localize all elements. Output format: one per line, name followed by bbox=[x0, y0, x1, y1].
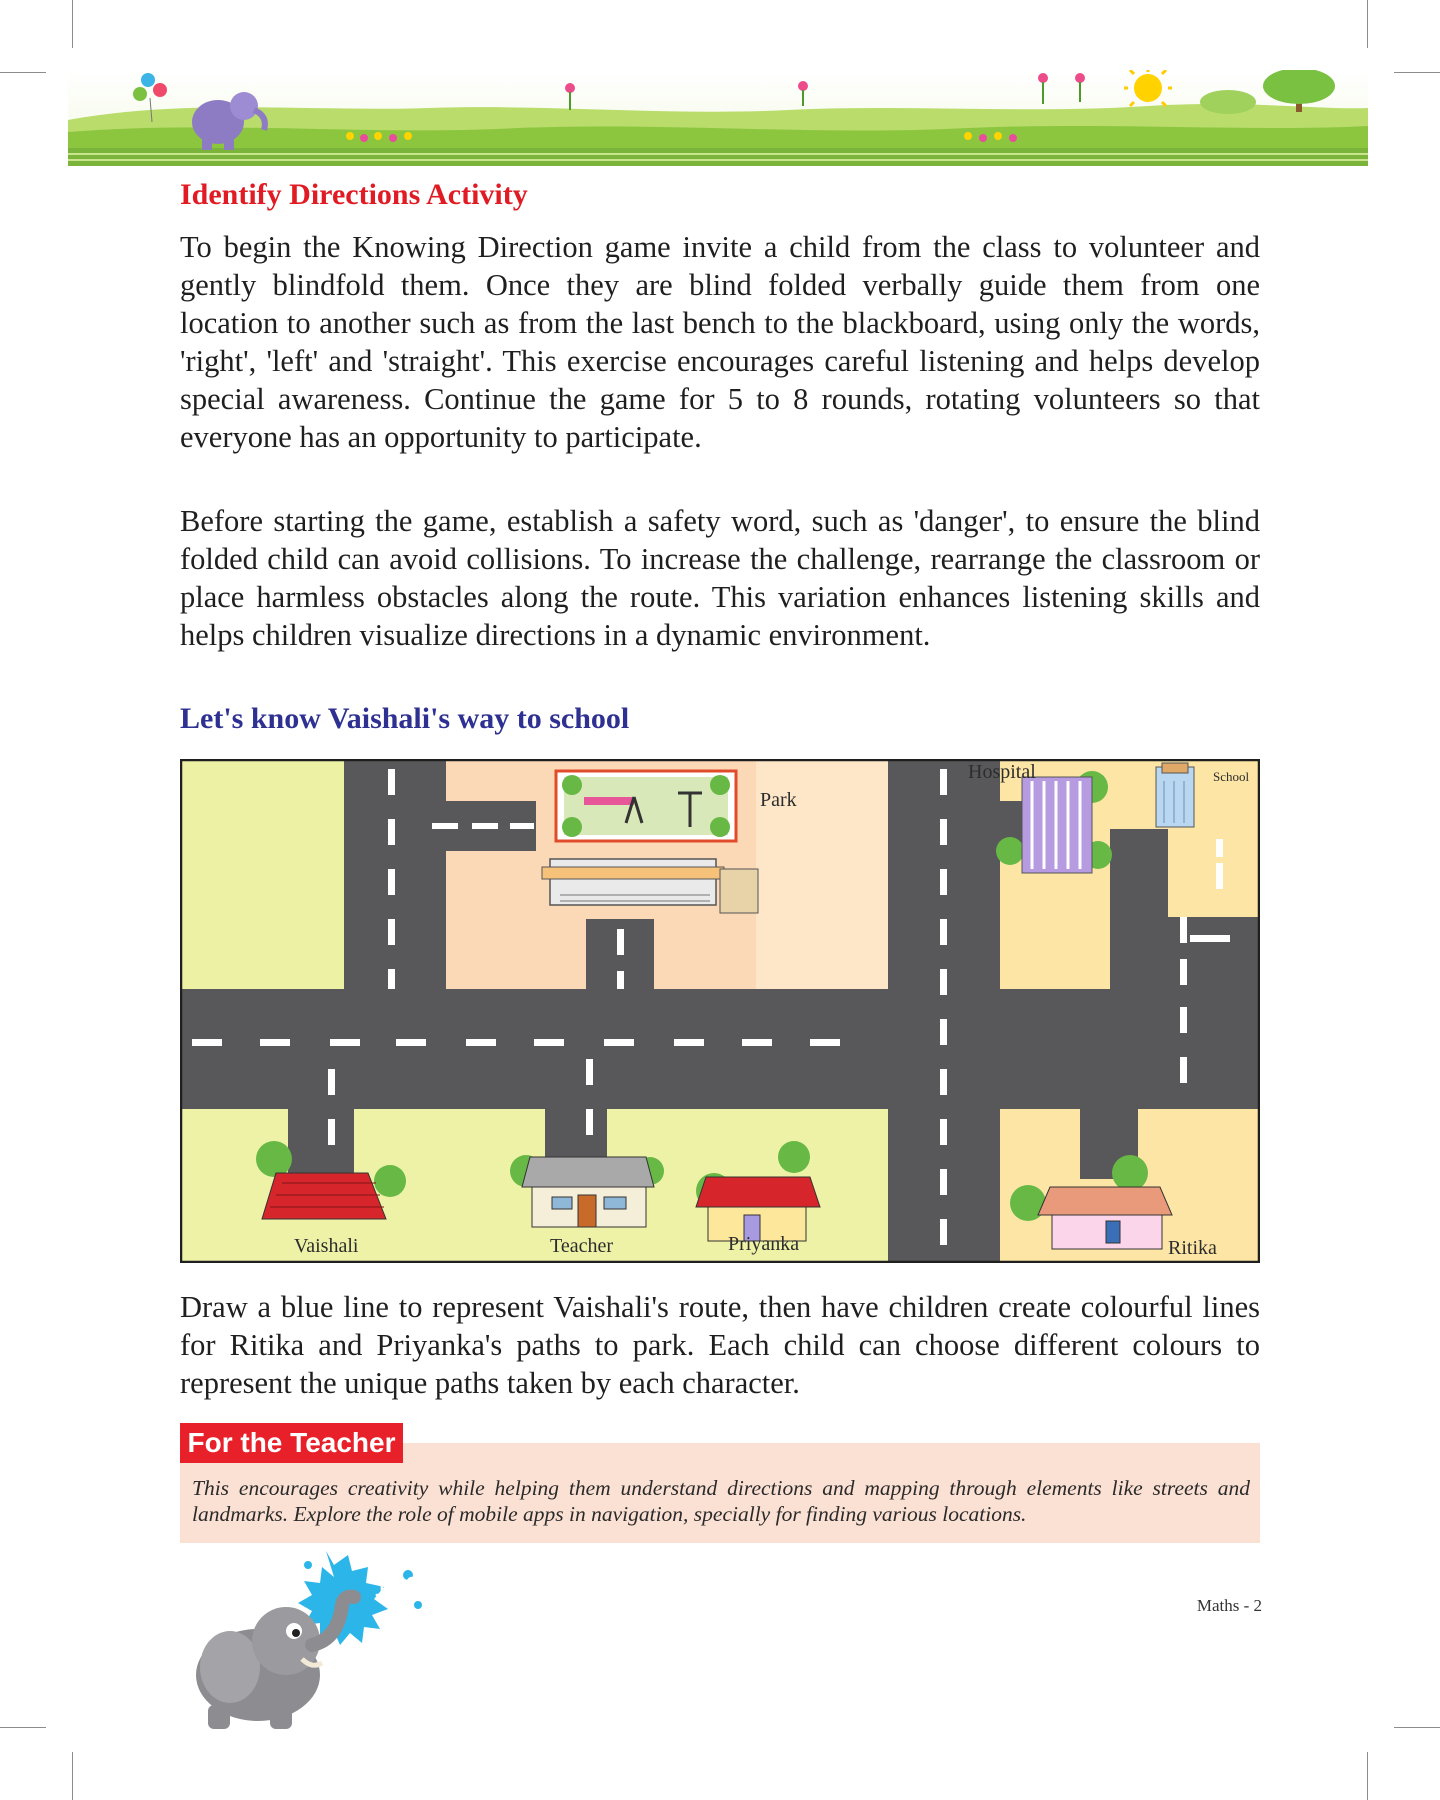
teacher-note-title: For the Teacher bbox=[180, 1423, 403, 1463]
activity-paragraph-1: To begin the Knowing Direction game invite a child from the class to volunteer and gently blindfold them. Once they are blind folded verbally guide them from one location to another such as from the last bench to the blackboard, using only the words, 'right', 'left' and 'straight'. This exercise encourages careful listening and helps develop special awareness. Continue the game for 5 to 8 rounds, rotating volunteers so that everyone has an opportunity to participate. bbox=[180, 230, 1260, 454]
teacher-label: Teacher bbox=[550, 1235, 613, 1257]
crop-mark bbox=[1394, 72, 1440, 73]
teacher-note-text: This encourages creativity while helping them understand directions and mapping through elements like streets and landmarks. Explore the role of mobile apps in navigation, specially for finding various locations. bbox=[192, 1476, 1250, 1526]
crop-mark bbox=[1394, 1727, 1440, 1728]
crop-mark bbox=[1367, 0, 1368, 48]
teacher-house bbox=[510, 1155, 664, 1227]
park-area bbox=[556, 771, 736, 841]
crop-mark bbox=[0, 1727, 46, 1728]
header-banner-illustration bbox=[68, 70, 1368, 166]
activity-heading: Identify Directions Activity bbox=[180, 178, 528, 211]
crop-mark bbox=[1367, 1752, 1368, 1800]
page-number: 120 bbox=[373, 1571, 421, 1602]
crop-mark bbox=[72, 1752, 73, 1800]
route-map bbox=[180, 759, 1260, 1263]
ritika-label: Ritika bbox=[1168, 1237, 1217, 1259]
crop-mark bbox=[0, 72, 46, 73]
vaishali-way-heading: Let's know Vaishali's way to school bbox=[180, 702, 630, 735]
book-label: Maths - 2 bbox=[1196, 1596, 1262, 1615]
priyanka-label: Priyanka bbox=[728, 1233, 800, 1255]
school-building bbox=[1156, 763, 1194, 827]
route-instructions: Draw a blue line to represent Vaishali's route, then have children create colourful lines for Ritika and Priyanka's paths to park. Each child can choose different colours to represent the unique paths taken by each character. bbox=[180, 1290, 1260, 1400]
park-label: Park bbox=[760, 789, 797, 811]
school-label: School bbox=[1213, 769, 1250, 784]
green-block bbox=[180, 759, 344, 989]
hospital-label: Hospital bbox=[968, 761, 1036, 783]
activity-paragraph-2: Before starting the game, establish a safety word, such as 'danger', to ensure the blind folded child can avoid collisions. To increase the challenge, rearrange the classroom or place harmless obstacles along the route. This variation enhances listening skills and helps children visualize directions in a dynamic environment. bbox=[180, 504, 1260, 652]
route-map-drawing bbox=[180, 759, 1260, 1263]
crop-mark bbox=[72, 0, 73, 48]
vaishali-label: Vaishali bbox=[294, 1235, 359, 1257]
